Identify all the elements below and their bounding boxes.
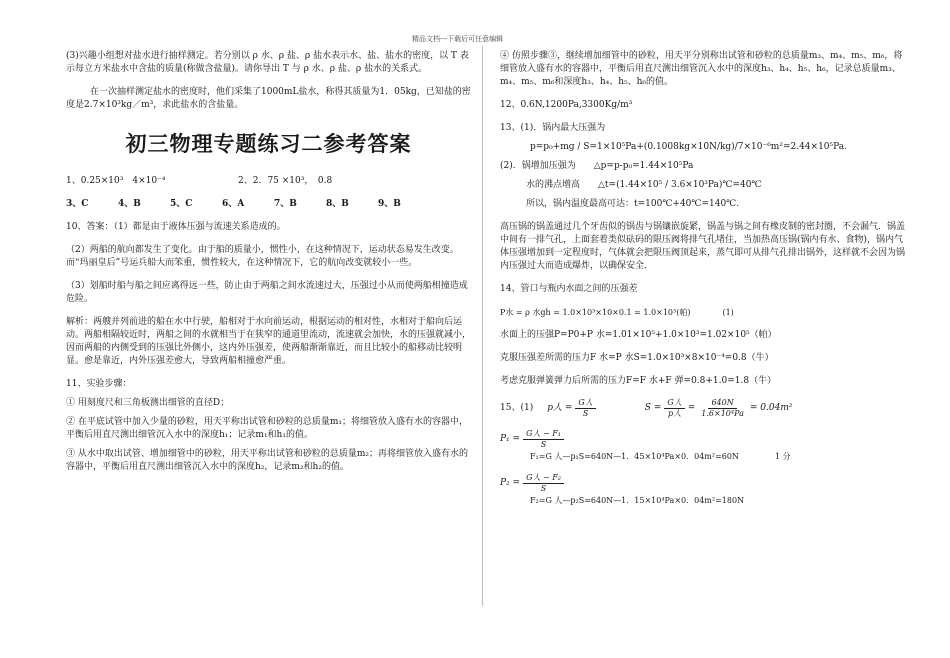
area-lhs: S = [644,403,662,413]
answer-15-f1-row [500,450,910,463]
answer-14-equation4: 考虑克服弹簧弹力后所需的压力F=F 水+F 弹=0.8+1.0=1.8（牛） [500,376,777,386]
answer-9: 9、B [378,199,401,209]
left-column [66,50,471,477]
answer-13-max-temp: 所以，锅内温度最高可达：t=100℃+40℃=140℃. [526,199,740,209]
answer-15-p2-row [500,473,910,494]
p2-numerator: G人 − F₂ [523,473,564,484]
multiple-choice-answers [66,198,471,211]
answer-title: 初三物理专题练习二参考答案 [125,132,412,156]
answer-11-step1: ① 用刻度尺和三角板测出细管的直径D； [66,398,230,408]
answer-14-equation2: 水面上的压强P=P0+P 水=1.01×10⁵+1.0×10³=1.02×10⁵（帕） [500,330,777,340]
area-numerator: G人 [664,398,684,409]
answer-10-part3: （3）划船时船与船之间应离得远一些，防止由于两船之间水流速过大，压强过小从而使两船相撞造成危险。 [66,281,468,304]
answer-15-f2: F₂=G 人—p₂S=640N—1．15×10⁴Pa×0．04m²=180N [530,496,745,505]
p1-denominator: S [540,440,547,449]
answer-14-equation1: P水 = ρ 水gh = 1.0×10³×10×0.1 = 1.0×10³(帕) (1) [500,308,734,317]
answer-10-part1: 10、答案：（1）都是由于液体压强与流速关系造成的。 [66,222,286,232]
answer-13-part1: 13、(1)．锅内最大压强为 [500,123,606,133]
p1-numerator: G人 − F₁ [523,429,564,440]
answer-13-part2: (2)．锅增加压强为 △p=p-p₀=1.44×10⁵Pa [500,161,694,171]
answer-11-step4: ④ 仿照步骤③，继续增加细管中的砂粒，用天平分别称出试管和砂粒的总质量m₃、m₄、m₅、m₆，将细管放入盛有水的容器中，平衡后用直尺测出细管沉入水中的深度h₃、h₄、h₅、h₆，记录总质量m₃、m₄、m₅、m₆和深度h₃、h₄、h₅、h₆的值。 [500,51,903,87]
answer-row-1-2 [66,175,471,188]
intro-paragraph-2: 在一次抽样测定盐水的密度时，他们采集了1000mL盐水，称得其质量为1．05kg，已知盐的密度是2.7×10³kg／m³，求此盐水的含盐量。 [66,87,471,110]
answer-2: 2、2．75 ×10³， 0.8 [238,176,333,186]
answer-13-explanation: 高压锅的锅盖通过几个牙齿似的锅齿与锅镶嵌旋紧，锅盖与锅之间有橡皮制的密封圈，不会漏气．锅盖中间有一排气孔，上面套着类似砝码的限压阀将排气孔堵住，当加热高压锅(锅内有水、食物)，锅内气体压强增加到一定程度时，气体就会把限压阀顶起来，蒸气即可从排气孔排出锅外，这样就不会因为锅内压强过大而造成爆炸，以确保安全． [500,222,906,271]
area-fraction [664,398,684,419]
pressure-numerator: G人 [575,398,595,409]
answer-3: 3、C [66,199,89,209]
answer-6: 6、A [222,199,245,209]
answer-11-title: 11、实验步骤： [66,379,132,389]
intro-paragraph-1: (3)兴趣小组想对盐水进行抽样测定。若分别以 ρ 水、ρ 盐、ρ 盐水表示水、盐、盐水的密度，以 T 表示每立方米盐水中含盐的质量(称做含盐量)。请你导出 T 与 ρ 水、ρ 盐、ρ 盐水的关系式。 [66,51,469,74]
p2-lhs: P₂ = [500,478,521,488]
answer-11-step3: ③ 从水中取出试管、增加细管中的砂粒，用天平称出试管和砂粒的总质量m₂；再将细管放入盛有水的容器中，平衡后用直尺测出细管沉入水中的深度h₂，记录m₂和h₂的值。 [66,449,469,472]
answer-15-score: 1 分 [775,452,791,461]
area-value-fraction [698,398,747,419]
answer-14-title: 14、管口与瓶内水面之间的压强差 [500,284,638,294]
pressure-lhs: p人 = [547,403,573,413]
pressure-denominator: S [582,409,589,418]
answer-15-f2-row [500,494,910,507]
area-denominator: p人 [667,409,682,418]
answer-7: 7、B [274,199,297,209]
p1-fraction [523,429,564,450]
answer-8: 8、B [326,199,349,209]
area-value-numerator: 640N [708,398,736,409]
answer-15-formula-row [500,398,910,419]
answer-1: 1、0.25×10³ 4×10⁻⁴ [66,176,166,186]
p1-lhs: P₁ = [500,434,521,444]
answer-15-p1-row [500,429,910,450]
answer-5: 5、C [170,199,193,209]
answer-10-analysis: 解析：两艘并列前进的船在水中行驶，船相对于水向前运动，根据运动的相对性，水相对于船向后运动。两船相隔较近时，两船之间的水就相当于在狭窄的通道里流动，流速就会加快，水的压强就减小，因而两船的内侧受到的压强比外侧小，这内外压强差，使两船渐渐靠近，而且比较小的船移动比较明显。愈是靠近，内外压强差愈大，导致两船相撞愈严重。 [66,317,472,366]
column-divider [482,46,483,606]
answer-15-label: 15、(1) [500,403,534,413]
right-column [500,50,910,507]
page-header: 精品文档---下载后可任意编辑 [412,35,504,43]
answer-11-step2: ② 在平底试管中加入少量的砂粒，用天平称出试管和砂粒的总质量m₁；将细管放入盛有水的容器中，平衡后用直尺测出细管沉入水中的深度h₁；记录m₁和h₁的值。 [66,417,469,440]
answer-10-part2: （2）两船的航向都发生了变化。由于船的质量小，惯性小，在这种情况下，运动状态易发生改变。而“玛丽皇后”号运兵船大而笨重，惯性较大，在这种情况下，它的航向改变就较小一些。 [66,245,459,268]
area-value-denominator: 1.6×10⁴Pa [701,409,744,418]
answer-12: 12、0.6N,1200Pa,3300Kg/m³ [500,100,633,110]
answer-14-equation3: 克服压强差所需的压力F 水=P 水S=1.0×10³×8×10⁻⁴=0.8（牛） [500,353,774,363]
answer-13-equation1: p=p₀+mg / S=1×10⁵Pa+(0.1008kg×10N/kg)/7×10⁻⁶m²=2.44×10⁵Pa. [530,142,848,152]
answer-4: 4、B [118,199,141,209]
answer-13-boiling: 水的沸点增高 △t=(1.44×10⁵ / 3.6×10³Pa)℃=40℃ [526,180,762,190]
area-equals: = [687,403,696,413]
p2-denominator: S [540,484,547,493]
pressure-fraction [575,398,595,419]
answer-15-f1: F₁=G 人—p₁S=640N—1．45×10⁴Pa×0．04m²=60N [530,452,739,461]
area-result: = 0.04m² [749,403,793,413]
p2-fraction [523,473,564,494]
